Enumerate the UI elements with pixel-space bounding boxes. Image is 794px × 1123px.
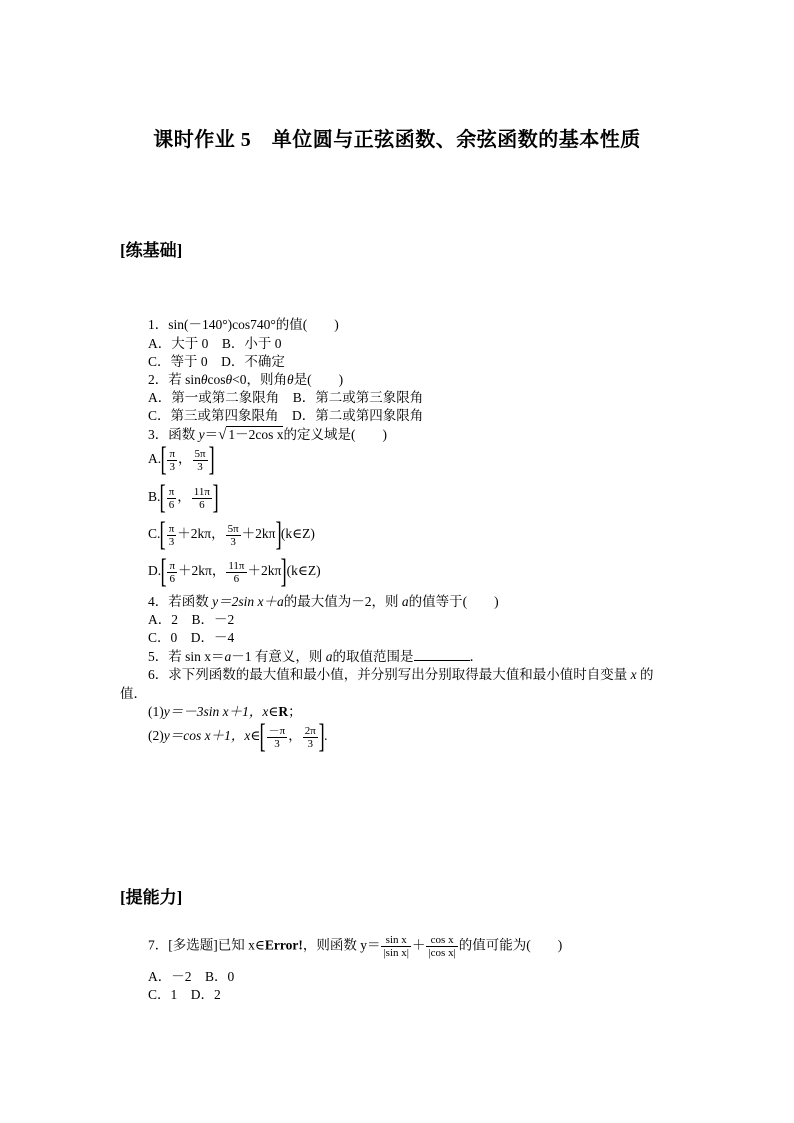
question-6-part-2: (2)y＝cos x＋1，x∈[ $\frac{-\pi}{3}$ ， $\frac{2\pi}{3}$ ]. (148, 718, 328, 755)
question-6-stem: 6．求下列函数的最大值和最小值，并分别写出分别取得最大值和最小值时自变量 x 的 (148, 667, 654, 682)
question-4-options-ab: A．2 B．－2 (148, 612, 235, 627)
section-heading-advance: [提能力] (120, 888, 183, 907)
answer-blank[interactable] (414, 649, 470, 661)
question-1-options-ab: A．大于 0 B．小于 0 (148, 336, 282, 351)
question-4-stem: 4．若函数 y＝2sin x＋a的最大值为－2，则 a的值等于( ) (148, 594, 499, 609)
question-6-stem-cont: 值． (120, 686, 147, 701)
question-4-options-cd: C．0 D．－4 (148, 630, 235, 645)
question-3-option-d: D.[ $\frac{\pi}{6}$ ＋2kπ， $\frac{11\pi}{6}$ ＋2kπ](k∈Z) (148, 553, 321, 590)
section-heading-basic: [练基础] (120, 241, 183, 260)
question-6-part-1: (1)y＝－3sin x＋1，x∈R； (148, 704, 302, 719)
question-5-stem: 5．若 sin x＝a－1 有意义，则 a的取值范围是 ． (148, 649, 484, 664)
question-3-option-b: B.[ $\frac{\pi}{6}$ ， $\frac{11\pi}{6}$ ] (148, 479, 219, 516)
question-1-stem: 1．sin(－140°)cos740°的值( ) (148, 317, 339, 332)
question-2-options-ab: A．第一或第二象限角 B．第二或第三象限角 (148, 390, 424, 405)
question-3-option-a: A.[ $\frac{\pi}{3}$ ， $\frac{5\pi}{3}$ ] (148, 441, 215, 478)
page-title: 课时作业 5 单位圆与正弦函数、余弦函数的基本性质 (153, 129, 641, 151)
question-1-options-cd: C．等于 0 D．不确定 (148, 354, 285, 369)
sqrt-symbol: √ (218, 427, 227, 443)
question-7-options-ab: A．－2 B．0 (148, 969, 235, 984)
question-2-options-cd: C．第三或第四象限角 D．第二或第四象限角 (148, 408, 424, 423)
question-2-stem: 2．若 sinθcosθ<0，则角θ是( ) (148, 372, 344, 387)
question-3-option-c: C.[ $\frac{\pi}{3}$ ＋2kπ， $\frac{5\pi}{3}$ ＋2kπ](k∈Z) (148, 516, 315, 553)
question-7-stem: 7．[多选题]已知 x∈Error!，则函数 y＝ $\frac{\text{sin x}}{\text{|sin x|}}$ ＋ $\frac{\text{cos x}}{\text{|cos x|}}$ 的值可能为( ) (148, 934, 563, 959)
question-3-stem: 3．函数 y＝√ 1－2cos x的定义域是( ) (148, 427, 387, 443)
question-7-options-cd: C．1 D．2 (148, 987, 221, 1002)
